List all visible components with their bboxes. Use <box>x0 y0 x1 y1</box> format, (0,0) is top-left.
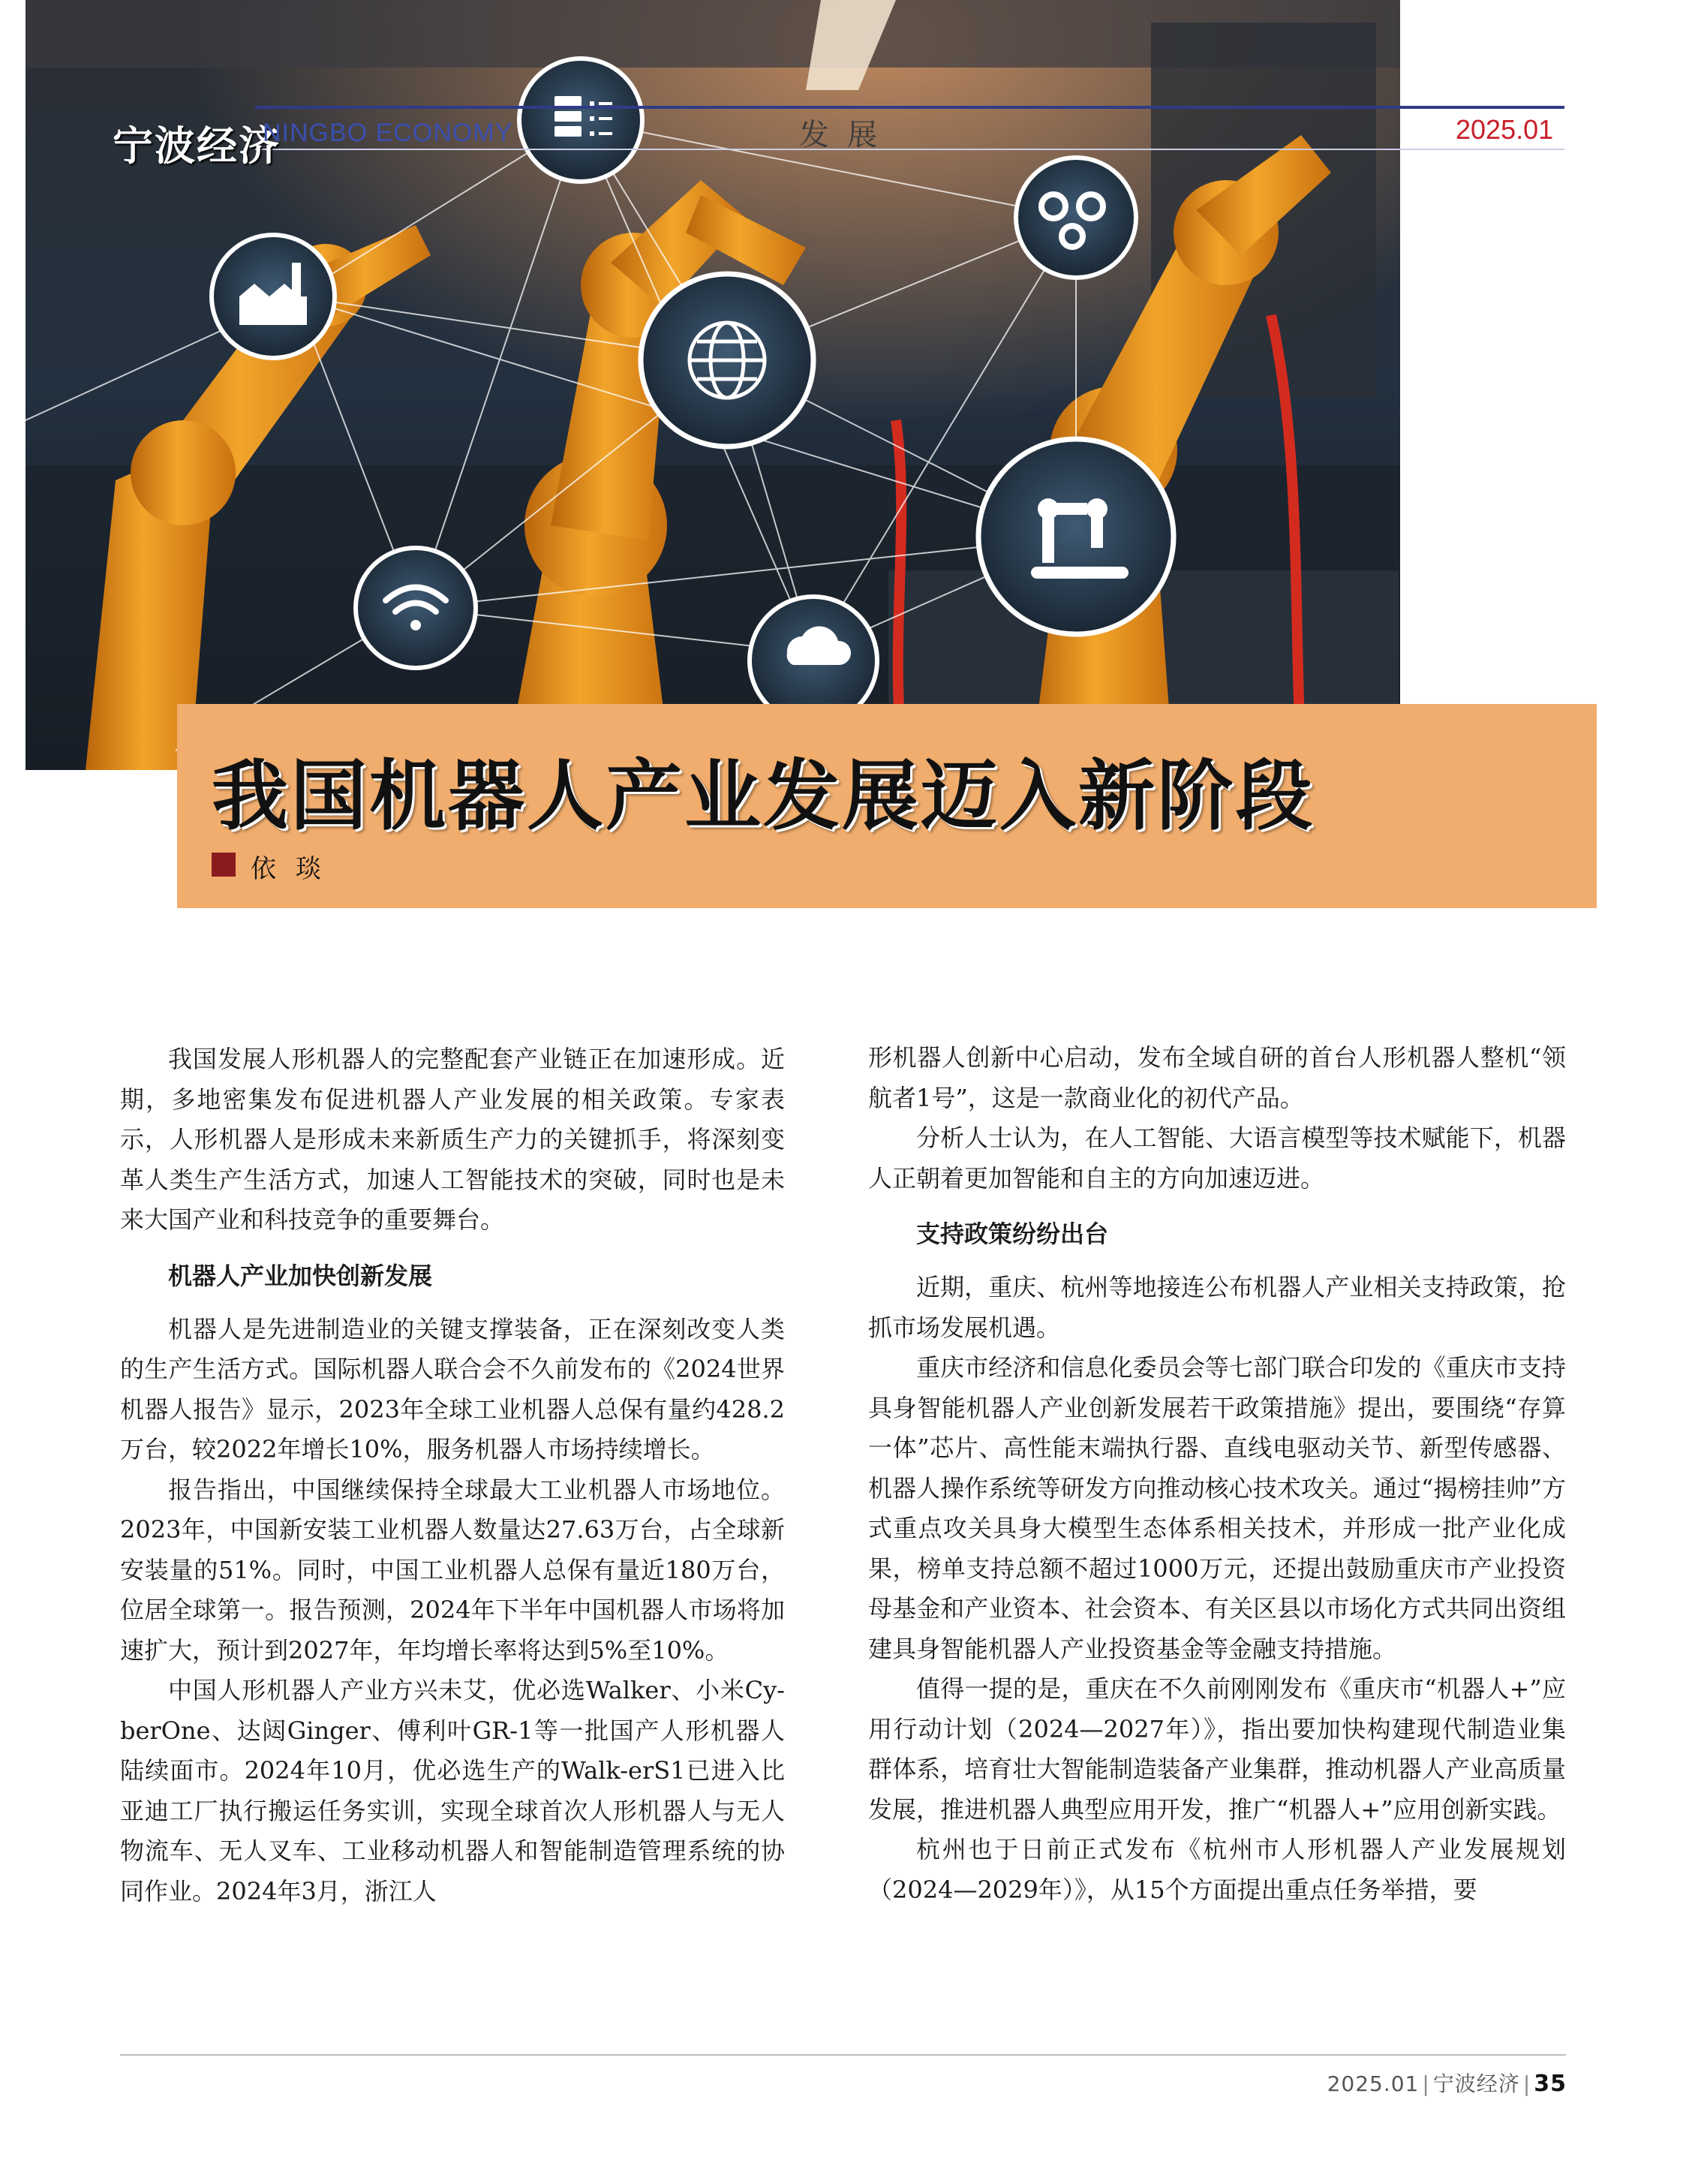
paragraph: 杭州也于日前正式发布《杭州市人形机器人产业发展规划（2024—2029年）》，从15个方面提出重点任务举措，要 <box>868 1835 1566 1904</box>
paragraph: 中国人形机器人产业方兴未艾，优必选Walker、小米Cy-berOne、达闼Ginger、傅利叶GR-1等一批国产人形机器人陆续面市。2024年10月，优必选生产的Walk-erS1已进入比亚迪工厂执行搬运任务实训，实现全球首次人形机器人与无人物流车、无人叉车、工业移动机器人和智能制造管理系统的协同作业。2024年3月，浙江人 <box>120 1676 785 1906</box>
factory-icon <box>212 235 335 358</box>
paragraph: 形机器人创新中心启动，发布全域自研的首台人形机器人整机“领航者1号”，这是一款商业化的初代产品。 <box>868 1043 1566 1112</box>
page-footer: 2025.01 | 宁波经济 | 35 <box>1327 2071 1567 2097</box>
magazine-name-en: NINGBO ECONOMY <box>263 119 513 147</box>
paragraph: 分析人士认为，在人工智能、大语言模型等技术赋能下，机器人正朝着更加智能和自主的方向加速迈进。 <box>868 1124 1566 1193</box>
article-title: 我国机器人产业发展迈入新阶段 <box>212 751 1315 841</box>
robot-arm-icon <box>978 439 1174 634</box>
header-rule-bottom <box>255 149 1564 150</box>
magazine-logo: 宁波经济 <box>113 122 281 170</box>
section-heading: 支持政策纷纷出台 <box>916 1220 1109 1248</box>
left-column <box>120 1039 785 1912</box>
section-heading: 机器人产业加快创新发展 <box>168 1261 433 1290</box>
footer-magazine: 宁波经济 <box>1432 2071 1520 2096</box>
servers-icon <box>519 59 642 182</box>
header-rule-top <box>255 106 1564 109</box>
article-author: 依琰 <box>251 854 341 884</box>
issue-number: 2025.01 <box>1456 114 1554 145</box>
wifi-icon <box>356 548 476 668</box>
section-name: 发展 <box>799 118 895 152</box>
globe-network-icon <box>641 274 813 447</box>
paragraph: 值得一提的是，重庆在不久前刚刚发布《重庆市“机器人+”应用行动计划（2024—2027年）》，指出要加快构建现代制造业集群体系，培育壮大智能制造装备产业集群，推动机器人产业高质量发展，推进机器人典型应用开发，推广“机器人+”应用创新实践。 <box>868 1674 1566 1824</box>
gears-icon <box>1016 158 1136 278</box>
author-marker <box>212 853 236 877</box>
paragraph: 近期，重庆、杭州等地接连公布机器人产业相关支持政策，抢抓市场发展机遇。 <box>868 1273 1566 1342</box>
page-number: 35 <box>1534 2071 1567 2097</box>
paragraph: 我国发展人形机器人的完整配套产业链正在加速形成。近期，多地密集发布促进机器人产业发展的相关政策。专家表示，人形机器人是形成未来新质生产力的关键抓手，将深刻变革人类生产生活方式，加速人工智能技术的突破，同时也是未来大国产业和科技竞争的重要舞台。 <box>120 1045 785 1234</box>
paragraph: 机器人是先进制造业的关键支撑装备，正在深刻改变人类的生产生活方式。国际机器人联合会不久前发布的《2024世界机器人报告》显示，2023年全球工业机器人总保有量约428.2万台，较2022年增长10%，服务机器人市场持续增长。 <box>120 1314 785 1464</box>
right-column <box>868 1038 1566 1910</box>
paragraph: 报告指出，中国继续保持全球最大工业机器人市场地位。2023年，中国新安装工业机器人数量达27.63万台，占全球新安装量的51%。同时，中国工业机器人总保有量近180万台，位居全球第一。报告预测，2024年下半年中国机器人市场将加速扩大，预计到2027年，年均增长率将达到5%至10%。 <box>120 1475 785 1665</box>
footer-issue: 2025.01 <box>1327 2071 1420 2096</box>
paragraph: 重庆市经济和信息化委员会等七部门联合印发的《重庆市支持具身智能机器人产业创新发展若干政策措施》提出，要围绕“存算一体”芯片、高性能末端执行器、直线电驱动关节、新型传感器、机器人操作系统等研发方向推动核心技术攻关。通过“揭榜挂帅”方式重点攻关具身大模型生态体系相关技术，并形成一批产业化成果，榜单支持总额不超过1000万元，还提出鼓励重庆市产业投资母基金和产业资本、社会资本、有关区县以市场化方式共同出资组建具身智能机器人产业投资基金等金融支持措施。 <box>868 1353 1566 1663</box>
footer-rule <box>120 2054 1566 2056</box>
